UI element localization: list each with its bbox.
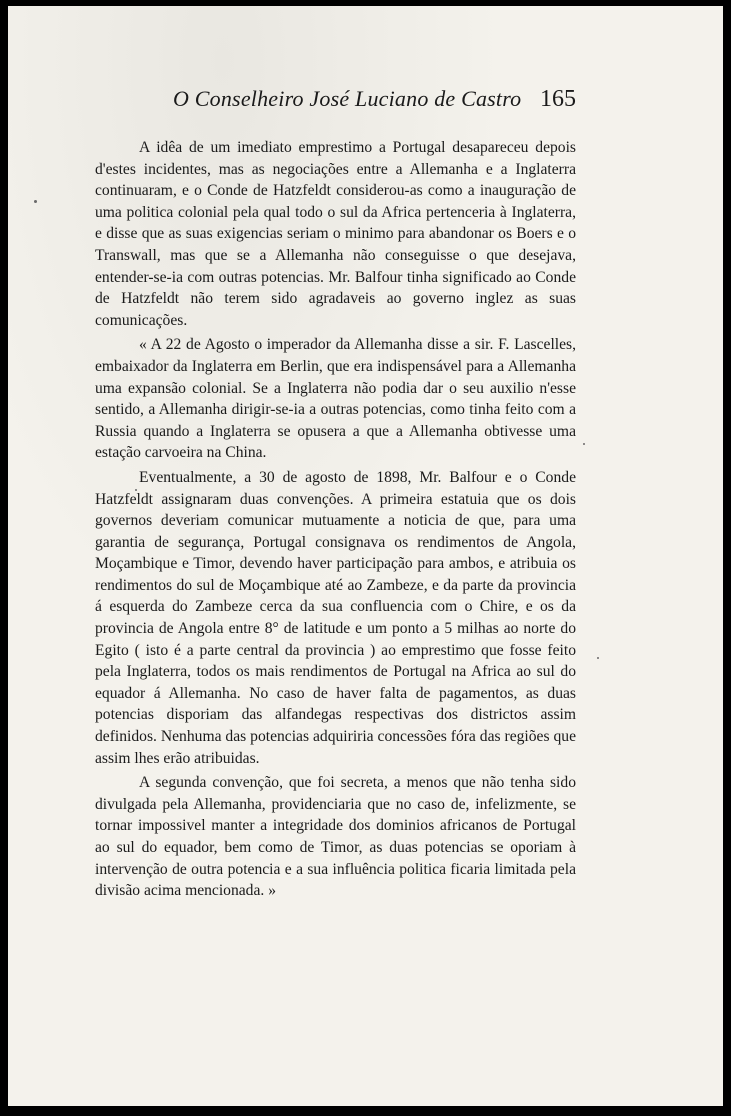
book-page xyxy=(8,6,723,1106)
paragraph-3: Eventualmente, a 30 de agosto de 1898, Mr. Balfour e o Conde Hatzfeldt assignaram duas convenções. A primeira estatuia que os dois governos deveriam comunicar mutuamente a noticia de que, para uma garantia de segurança, Portugal consignava os rendimentos de Angola, Moçambique e Timor, devendo haver participação para ambos, e atribuia os rendimentos do sul de Moçambique até ao Zambeze, e da parte da provincia á esquerda do Zambeze cerca da sua confluencia com o Chire, e os da provincia de Angola entre 8° de latitude e um ponto a 5 milhas ao norte do Egito ( isto é a parte central da provincia ) ao emprestimo que fosse feito pela Inglaterra, todos os mais rendimentos de Portugal na Africa ao sul do equador á Allemanha. No caso de haver falta de pagamentos, as duas potencias disporiam das alfandegas respectivas dos districtos assim definidos. Nenhuma das potencias adquiriria concessões fóra das regiões que assim lhes erão atribuidas. xyxy=(95,468,576,767)
page-number: 165 xyxy=(540,86,576,112)
paragraph-4: A segunda convenção, que foi secreta, a menos que não tenha sido divulgada pela Allemanha, providenciaria que no caso de, infelizmente, se tornar impossivel manter a integridade dos dominios africanos de Portugal ao sul do equador, bem como de Timor, as duas potencias se oporiam à intervenção de outra potencia e a sua influência politica ficaria limitada pela divisão acima mencionada. » xyxy=(95,774,576,900)
running-title: O Conselheiro José Luciano de Castro xyxy=(173,86,522,111)
paragraph-2: « A 22 de Agosto o imperador da Allemanha disse a sir. F. Lascelles, embaixador da Inglaterra em Berlin, que era indispensável para a Allemanha uma expansão colonial. Se a Inglaterra não podia dar o seu auxilio n'esse sentido, a Allemanha dirigir-se-ia a outras potencias, como tinha feito com a Russia quando a Inglaterra se opusera a que a Allemanha obtivesse uma estação carvoeira na China. xyxy=(95,336,576,462)
scan-speck xyxy=(34,200,37,203)
page-header xyxy=(8,86,723,118)
paragraph-1: A idêa de um imediato emprestimo a Portugal desapareceu depois d'estes incidentes, mas as negociações entre a Allemanha e a Inglaterra continuaram, e o Conde de Hatzfeldt considerou-as como a inauguração de uma politica colonial pela qual todo o sul da Africa pertenceria à Inglaterra, e disse que as suas exigencias seriam o minimo para abandonar os Boers e o Transwall, mas que se a Allemanha não conseguisse o que desejava, entender-se-ia com outras potencias. Mr. Balfour tinha significado ao Conde de Hatzfeldt não terem sido agradaveis ao governo inglez as suas comunicações. xyxy=(95,139,576,329)
scan-speck xyxy=(135,489,137,491)
scan-speck xyxy=(583,443,585,445)
body-text xyxy=(95,137,576,902)
scan-speck xyxy=(597,657,599,659)
